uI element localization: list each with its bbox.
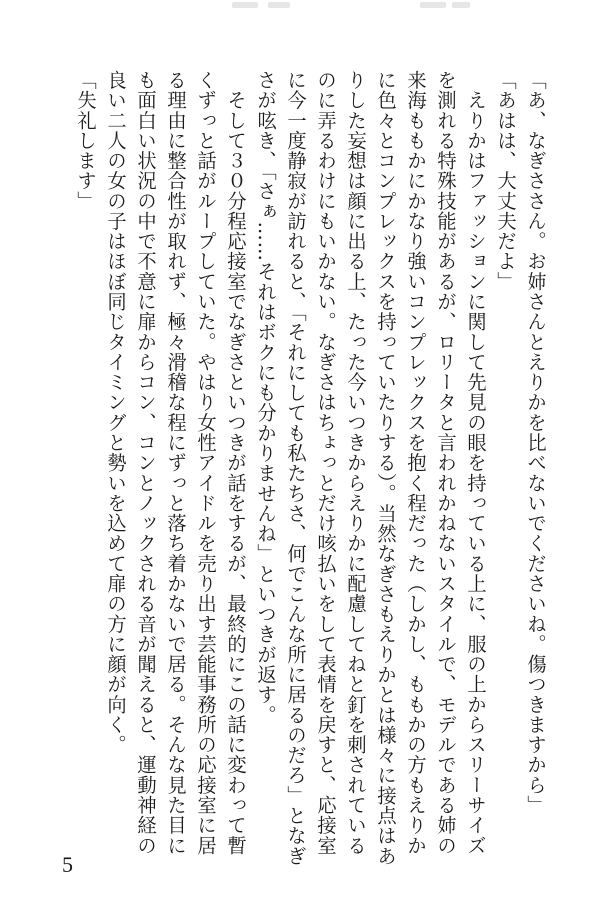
text-line: さが呟き、「さぁ……それはボクにも分かりませんね」といつきが返す。 <box>254 70 277 725</box>
bleed-through-mark <box>232 2 258 8</box>
bleed-through-mark <box>452 2 470 8</box>
text-line: も面白い状況の中で不意に扉からコン、コンとノックされる音が聞えると、運動神経の <box>134 70 157 856</box>
text-line: に今一度静寂が訪れると、「それにしても私たちさ、何でこんな所に居るのだろ」となぎ <box>284 70 307 866</box>
text-line: る理由に整合性が取れず、極々滑稽な程にずっと落ち着かないで居る。そんな見た目に <box>164 70 187 856</box>
text-line: のに弄るわけにもいかない。なぎさはちょっとだけ咳払いをして表情を戻すと、応接室 <box>314 70 337 856</box>
text-line: 「あ、なぎささん。お姉さんとえりかを比べないでくださいね。傷つきますから」 <box>524 70 547 816</box>
text-line: 「あはは、大丈夫だよ」 <box>494 70 517 292</box>
text-line: 良い二人の女の子はほぼ同じタイミングと勢いを込めて扉の方に顔が向く。 <box>104 70 127 755</box>
text-line: りした妄想は顔に出る上、たった今いつきからえりかに配慮してねと釘を刺されている <box>344 70 367 856</box>
text-line: 「失礼します」 <box>74 70 97 211</box>
text-line: に色々とコンプレックスを持っていたりする）。当然なぎさもえりかとは様々に接点はあ <box>374 70 397 866</box>
bleed-through-mark <box>420 2 446 8</box>
bleed-through-mark <box>268 2 290 8</box>
page-number: 5 <box>62 852 73 877</box>
text-line: そして３０分程応接室でなぎさといつきが話をするが、最終的にこの話に変わって暫 <box>224 70 247 856</box>
text-line: えりかはファッションに関して先見の眼を持っている上に、服の上からスリーサイズ <box>464 70 487 856</box>
text-line: くずっと話がループしていた。やはり女性アイドルを売り出す芸能事務所の応接室に居 <box>194 70 217 856</box>
text-line: を測れる特殊技能があるが、ロリータと言われかねないスタイルで、モデルである姉の <box>434 70 457 856</box>
text-line: 来海ももかにかなり強いコンプレックスを抱く程だった（しかし、ももかの方もえりか <box>404 70 427 856</box>
vertical-body-text <box>70 70 550 866</box>
